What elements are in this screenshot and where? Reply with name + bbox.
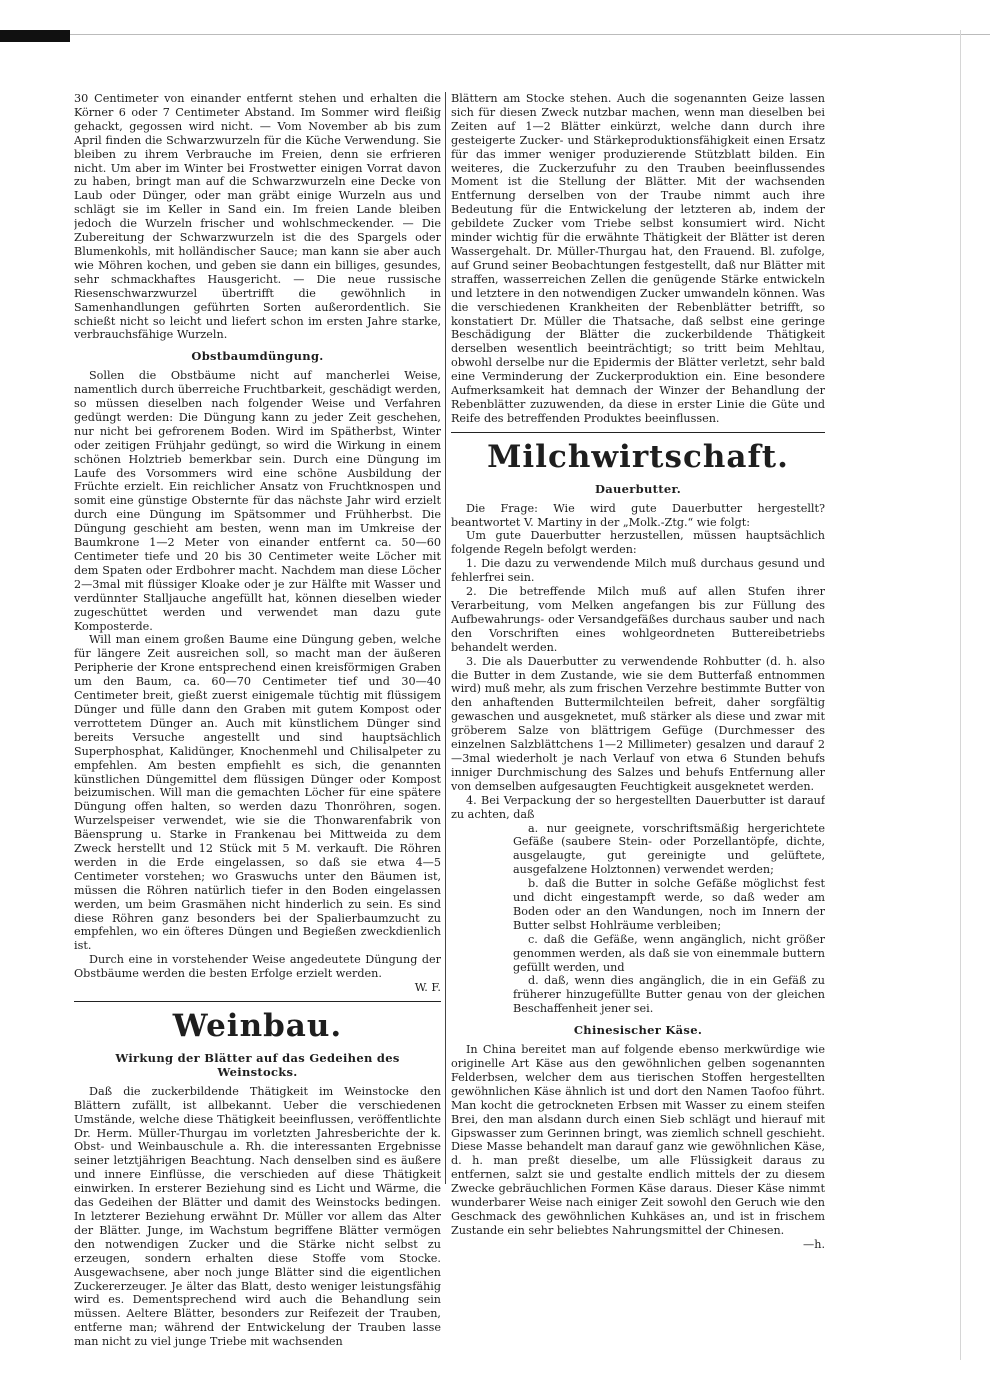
page-top-edge: [70, 34, 990, 35]
sub-rule-b: b. daß die Butter in solche Gefäße möglichst fest und dicht eingestampft werde, so daß weder am Boden oder an den Wandungen, noch im Innern der Butter selbst Hohlräume verbleiben;: [513, 877, 825, 932]
page-right-edge: [960, 30, 961, 1360]
section-rule: [74, 1001, 441, 1002]
kaese-signature: —h.: [803, 1237, 825, 1251]
rule-item-2: 2. Die betreffende Milch muß auf allen Stufen ihrer Verarbeitung, vom Melken angefangen bis zur Füllung des Aufbewahrungs- oder Versandgefäßes durchaus sauber und nach den Vorschriften eines wohlgeordneten Buttereibetriebs behandelt werden.: [451, 585, 825, 654]
dauerbutter-intro: Die Frage: Wie wird gute Dauerbutter hergestellt? beantwortet V. Martiny in der „Molk.-Ztg.“ wie folgt:: [451, 501, 825, 529]
weinbau-continued-paragraph: Blättern am Stocke stehen. Auch die sogenannten Geize lassen sich für diesen Zweck nutzbar machen, wenn man dieselben bei Zeiten auf 1—2 Blätter einkürzt, welche dann durch ihre gesteigerte Zucker- und Stärkeproduktionsfähigkeit einen Ersatz für das immer weniger produzierende Stützblatt bilden. Ein weiteres, die Zuckerzufuhr zu den Trauben beeinflussendes Moment ist die Stellung der Blätter. Mit der wachsenden Entfernung derselben von der Traube nimmt auch ihre Bedeutung für die Entwickelung der letzteren ab, indem der gebildete Zucker vom Triebe selbst konsumiert wird. Nicht minder wichtig für die erwähnte Thätigkeit der Blätter ist deren Wassergehalt. Dr. Müller-Thurgau hat, den Frauend. Bl. zufolge, auf Grund seiner Beobachtungen festgestellt, daß nur Blätter mit straffen, wasserreichen Zellen die genügende Stärke entwickeln und letztere in den notwendigen Zucker umwandeln können. Was die verschiedenen Krankheiten der Rebenblätter betrifft, so konstatiert Dr. Müller die Thatsache, daß selbst eine geringe Beschädigung der Blätter die zuckerbildende Thätigkeit derselben wesentlich beeinträchtigt; so tritt beim Mehltau, obwohl derselbe nur die Epidermis der Blätter verletzt, sehr bald eine Verminderung der Zuckerproduktion ein. Eine besondere Aufmerksamkeit hat demnach der Winzer der Behandlung der Rebenblätter zuzuwenden, da diese in erster Linie die Güte und Reife des betreffenden Produktes beeinflussen.: [451, 92, 825, 425]
milchwirtschaft-heading: Milchwirtschaft.: [487, 438, 789, 475]
rule-item-4: 4. Bei Verpackung der so hergestellten Dauerbutter ist darauf zu achten, daß: [451, 793, 825, 821]
scan-edge-mark: [0, 30, 70, 42]
intro-paragraph: 30 Centimeter von einander entfernt stehen und erhalten die Körner 6 oder 7 Centimeter Abstand. Im Sommer wird fleißig gehackt, gegossen wird nicht. — Vom November ab bis zum April finden die Schwarzwurzeln für die Küche Verwendung. Sie bleiben zu ihrem Verbrauche im Freien, denn sie erfrieren nicht. Um aber im Winter bei Frostwetter einigen Vorrat davon zu haben, bringt man auf die Schwarzwurzeln eine Decke von Laub oder Dünger, oder man gräbt einige Wurzeln aus und schlägt sie im Keller in Sand ein. Im freien Lande bleiben jedoch die Wurzeln frischer und wohlschmeckender. — Die Zubereitung der Schwarzwurzeln ist die des Spargels oder Blumenkohls, mit holländischer Sauce; man kann sie aber auch wie Möhren kochen, und geben sie dann ein billiges, gesundes, sehr schmackhaftes Hausgericht. — Die neue russische Riesenschwarzwurzel übertrifft die gewöhnlich in Samenhandlungen geführten Sorten außerordentlich. Sie schießt nicht so leicht und liefert schon im ersten Jahre starke, verbrauchsfähige Wurzeln.: [74, 92, 441, 342]
weinbau-subheading: Wirkung der Blätter auf das Gedeihen des Weinstocks.: [115, 1051, 400, 1079]
rule-item-1: 1. Die dazu zu verwendende Milch muß durchaus gesund und fehlerfrei sein.: [451, 557, 825, 585]
obst-signature: W. F.: [414, 981, 441, 995]
dauerbutter-lead: Um gute Dauerbutter herzustellen, müssen hauptsächlich folgende Regeln befolgt werden:: [451, 529, 825, 557]
dauerbutter-heading: Dauerbutter.: [594, 481, 682, 496]
left-column: [74, 92, 441, 1349]
sub-rule-d: d. daß, wenn dies angänglich, die in ein Gefäß zu früherer hinzugefüllte Butter genau von der gleichen Beschaffenheit jener sei.: [513, 974, 825, 1016]
weinbau-paragraph: Daß die zuckerbildende Thätigkeit im Weinstocke den Blättern zufällt, ist allbekannt. Ueber die verschiedenen Umstände, welche diese Thätigkeit beeinflussen, veröffentlichte Dr. Herm. Müller-Thurgau im vorletzten Jahresberichte der k. Obst- und Weinbauschule a. Rh. die interessanten Ergebnisse seiner letztjährigen Beachtung. Nach denselben sind es äußere und innere Einflüsse, die verschieden auf diese Thätigkeit einwirken. In ersterer Beziehung sind es Licht und Wärme, die das Gedeihen der Blätter und damit des Weinstocks bedingen. In letzterer Beziehung erwähnt Dr. Müller vor allem das Alter der Blätter. Junge, im Wachstum begriffene Blätter vermögen den notwendigen Zucker und die Stärke nicht selbst zu erzeugen, sondern erhalten diese Stoffe vom Stocke. Ausgewachsene, aber noch junge Blätter sind die eigentlichen Zuckererzeuger. Je älter das Blatt, desto weniger leistungsfähig wird es. Dementsprechend wird auch die Behandlung sein müssen. Aeltere Blätter, besonders zur Reifezeit der Trauben, entferne man; während der Entwickelung der Trauben lasse man nicht zu viel junge Triebe mit wachsenden: [74, 1084, 441, 1349]
obst-paragraph-1: Sollen die Obstbäume nicht auf mancherlei Weise, namentlich durch überreiche Fruchtbarkeit, geschädigt werden, so müssen dieselben nach folgender Weise und Verfahren gedüngt werden: Die Düngung kann zu jeder Zeit geschehen, nur nicht bei gefrorenem Boden. Wird im Spätherbst, Winter oder zeitigen Frühjahr gedüngt, so wird die Wirkung in einem schönen Holztrieb bemerkbar sein. Durch eine Düngung im Laufe des Vorsommers wird eine schöne Ausbildung der Früchte erzielt. Ein reichlicher Ansatz von Fruchtknospen und somit eine günstige Obsternte für das nächste Jahr wird erzielt durch eine Düngung im Spätsommer und Frühherbst. Die Düngung geschieht am besten, wenn man im Umkreise der Baumkrone 1—2 Meter von einander entfernt ca. 50—60 Centimeter tiefe und 20 bis 30 Centimeter weite Löcher mit dem Spaten oder Erdbohrer macht. Nachdem man diese Löcher 2—3mal mit flüssiger Kloake oder je zur Hälfte mit Wasser und verdünnter Stalljauche angefüllt hat, können dieselben wieder zugeschüttet werden und verwendet man dazu gute Komposterde.: [74, 369, 441, 633]
column-divider: [445, 92, 446, 1184]
sub-rule-a: a. nur geeignete, vorschriftsmäßig hergerichtete Gefäße (saubere Stein- oder Porzellantöpfe, dichte, ausgelaugte, gut gereinigte und gelüftete, ausgefalzene Holztonnen) verwendet werden;: [513, 821, 825, 877]
obst-paragraph-2: Will man einem großen Baume eine Düngung geben, welche für längere Zeit ausreichen soll, so macht man der äußeren Peripherie der Krone entsprechend einen kreisförmigen Graben um den Baum, ca. 60—70 Centimeter tief und 30—40 Centimeter breit, gießt zuerst einigemale tüchtig mit flüssigem Dünger und fülle dann den Graben mit gutem Kompost oder verrottetem Dünger an. Auch mit künstlichem Dünger sind bereits Versuche angestellt und sind hauptsächlich Superphosphat, Kalidünger, Knochenmehl und Chilisalpeter zu empfehlen. Am besten empfiehlt es sich, die genannten künstlichen Düngemittel dem flüssigen Dünger oder Kompost beizumischen. Will man die gemachten Löcher für eine spätere Düngung offen halten, so werden dazu Thonröhren, sogen. Wurzelspeiser verwendet, wie sie die Thonwarenfabrik von Bäensprung u. Starke in Frankenau bei Mittweida zu dem Zweck herstellt und 12 Stück mit 5 M. verkauft. Die Röhren werden in die Erde eingelassen, so daß sie etwa 4—5 Centimeter vorstehen; wo Graswuchs unter den Bäumen ist, müssen die Röhren natürlich tiefer in den Boden eingelassen werden, um beim Grasmähen nicht hinderlich zu sein. Es sind diese Röhren ganz besonders bei der Spalierbaumzucht zu empfehlen, wo ein öfteres Düngen und Begießen zweckdienlich ist.: [74, 633, 441, 953]
right-column: [451, 92, 825, 1252]
obst-paragraph-3: Durch eine in vorstehender Weise angedeutete Düngung der Obstbäume werden die besten Erfolge erzielt werden.: [74, 953, 441, 981]
kaese-heading: Chinesischer Käse.: [573, 1023, 703, 1038]
section-rule: [451, 432, 825, 433]
rule-item-3: 3. Die als Dauerbutter zu verwendende Rohbutter (d. h. also die Butter in dem Zustande, wie sie dem Butterfaß entnommen wird) muß mehr, als zum frischen Verzehre bestimmte Butter von den anhaftenden Buttermilchteilen befreit, daher sorgfältig gewaschen und ausgeknetet, muß stärker als diese und zwar mit gröberem Salze von blättrigem Gefüge (Durchmesser des einzelnen Salzblättchens 1—2 Millimeter) gesalzen und darauf 2—3mal wiederholt je nach Verlauf von etwa 6 Stunden behufs inniger Durchmischung des Salzes und behufs Entfernung aller von demselben aufgesaugten Feuchtigkeit ausgeknetet werden.: [451, 654, 825, 793]
obst-heading: Obstbaumdüngung.: [191, 349, 324, 364]
weinbau-heading: Weinbau.: [172, 1008, 343, 1044]
sub-rule-c: c. daß die Gefäße, wenn angänglich, nicht größer genommen werden, als daß sie von einemmale buttern gefüllt werden, und: [513, 932, 825, 974]
kaese-paragraph: In China bereitet man auf folgende ebenso merkwürdige wie originelle Art Käse aus den gewöhnlichen gelben sogenannten Felderbsen, welcher dem aus tierischen Stoffen hergestellten gewöhnlichen Käse ähnlich ist und dort den Namen Taofoo führt. Man kocht die getrockneten Erbsen mit Wasser zu einem steifen Brei, den man alsdann durch einen Sieb schlägt und hierauf mit Gipswasser zum Gerinnen bringt, was ziemlich schnell geschieht. Diese Masse behandelt man darauf ganz wie gewöhnlichen Käse, d. h. man preßt dieselbe, um alle Flüssigkeit daraus zu entfernen, salzt sie und gestalte endlich mittels der zu diesem Zwecke gebräuchlichen Formen Käse daraus. Dieser Käse nimmt wunderbarer Weise nach einiger Zeit sowohl den Geruch wie den Geschmack des gewöhnlichen Kuhkäses an, und ist in frischem Zustande ein sehr beliebtes Nahrungsmittel der Chinesen.: [451, 1043, 825, 1237]
